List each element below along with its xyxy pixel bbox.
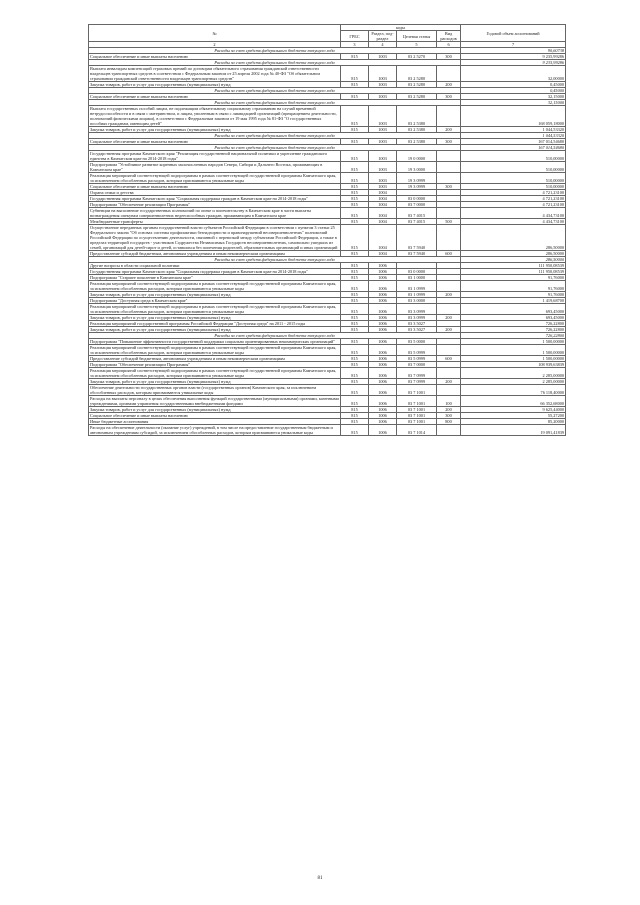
row-razdel: 1006 (369, 304, 397, 315)
row-sum: 510,00000 (461, 162, 566, 173)
row-vr (437, 151, 461, 162)
row-razdel: 1006 (369, 263, 397, 269)
row-name: Социальное обеспечение и иные выплаты населению (89, 139, 341, 145)
row-grbs: 815 (341, 106, 369, 127)
row-sum: 1 044,53320 (461, 127, 566, 133)
row-razdel: 1003 (369, 94, 397, 100)
row-cs: 19 3 0999 (397, 173, 437, 184)
row-name: Реализация мероприятий соответствующей подпрограммы в рамках соответствующей государственной программы Камчатского края, за исключением обособленных расходов, которым присваиваются уникальные коды (89, 304, 341, 315)
row-sum: 0,45000 (461, 82, 566, 88)
row-cs: 03 0 0000 (397, 269, 437, 275)
row-sum: 726,22800 (461, 327, 566, 333)
row-cs: 03 3 0999 (397, 315, 437, 321)
row-grbs: 815 (341, 339, 369, 345)
row-razdel: 1006 (369, 413, 397, 419)
row-vr: 200 (437, 82, 461, 88)
row-vr: 300 (437, 94, 461, 100)
row-grbs: 815 (341, 184, 369, 190)
row-grbs: 815 (341, 275, 369, 281)
row-grbs: 815 (341, 54, 369, 60)
table-row (89, 151, 566, 162)
row-grbs: 815 (341, 202, 369, 208)
table-row (89, 396, 566, 407)
row-sum: 19 091,41839 (461, 425, 566, 436)
note-sum: 286,50000 (461, 257, 566, 263)
row-sum: 55,27200 (461, 413, 566, 419)
table-row (89, 425, 566, 436)
row-cs: 19 3 0000 (397, 162, 437, 173)
row-razdel: 1006 (369, 419, 397, 425)
row-razdel: 1004 (369, 208, 397, 219)
row-razdel: 1004 (369, 202, 397, 208)
row-sum: 66 352,68000 (461, 396, 566, 407)
row-grbs: 815 (341, 345, 369, 356)
header-vr: Вид расходов (437, 31, 461, 42)
row-name: Государственная программа Камчатского края "Социальная поддержка граждан в Камчатском крае на 2014-2018 годы" (89, 269, 341, 275)
note-text: Расходы за счет средств федерального бюджета текущего года (89, 257, 461, 263)
row-vr (437, 385, 461, 396)
row-vr: 600 (437, 356, 461, 362)
row-grbs: 815 (341, 413, 369, 419)
row-cs: 03 7 5940 (397, 251, 437, 257)
row-razdel: 1004 (369, 190, 397, 196)
row-sum: 167 014,54680 (461, 139, 566, 145)
row-razdel: 1006 (369, 339, 397, 345)
row-name: Охрана семьи и детства (89, 190, 341, 196)
header-cs: Целевая статья (397, 31, 437, 42)
note-sum: 726,22800 (461, 333, 566, 339)
row-vr (437, 66, 461, 82)
row-grbs: 815 (341, 127, 369, 133)
header-codes: коды (341, 25, 461, 31)
row-sum: 9 625,44000 (461, 407, 566, 413)
row-vr: 200 (437, 292, 461, 298)
row-grbs: 815 (341, 269, 369, 275)
row-vr: 200 (437, 407, 461, 413)
row-cs: 03 2 5380 (397, 127, 437, 133)
row-sum: 9 235,99286 (461, 54, 566, 60)
row-sum: 168 059,18000 (461, 106, 566, 127)
row-razdel: 1003 (369, 173, 397, 184)
row-sum: 1 500,00000 (461, 356, 566, 362)
row-name: Закупка товаров, работ и услуг для государственных (муниципальных) нужд (89, 82, 341, 88)
row-name: Предоставление субсидий бюджетным, автономным учреждениям и иным некоммерческим организациям (89, 356, 341, 362)
row-razdel: 1006 (369, 269, 397, 275)
row-name: Обеспечение деятельности государственных органов власти (государственных органов) Камчатского края, за исключением обособленных расходов, которым присваиваются уникальные коды (89, 385, 341, 396)
row-vr: 300 (437, 184, 461, 190)
row-sum: 2 285,00000 (461, 368, 566, 379)
row-name: Реализация мероприятий соответствующей подпрограммы в рамках соответствующей государственной программы Камчатского края, за исключением обособленных расходов, которым присваиваются уникальные коды (89, 173, 341, 184)
row-sum: 510,00000 (461, 151, 566, 162)
row-name: Подпрограмма "Старшее поколение в Камчатском крае" (89, 275, 341, 281)
row-razdel: 1006 (369, 356, 397, 362)
row-vr (437, 304, 461, 315)
table-row (89, 281, 566, 292)
table-body (89, 42, 566, 436)
row-name: Социальное обеспечение и иные выплаты населению (89, 94, 341, 100)
row-vr (437, 208, 461, 219)
row-grbs: 815 (341, 190, 369, 196)
row-cs: 19 0 0000 (397, 151, 437, 162)
note-sum: 9 235,99286 (461, 60, 566, 66)
row-vr: 200 (437, 315, 461, 321)
note-text: Расходы за счет средств федерального бюджета текущего года (89, 133, 461, 139)
row-cs: 03 7 4015 (397, 208, 437, 219)
row-vr: 200 (437, 327, 461, 333)
row-grbs: 815 (341, 151, 369, 162)
row-cs: 03 2 5380 (397, 139, 437, 145)
row-name: Предоставление субсидий бюджетным, автономным учреждениям и иным некоммерческим организациям (89, 251, 341, 257)
row-grbs: 815 (341, 173, 369, 184)
row-name: Межбюджетные трансферты (89, 219, 341, 225)
row-sum: 85,20000 (461, 419, 566, 425)
row-cs: 03 7 1001 (397, 413, 437, 419)
row-vr (437, 173, 461, 184)
note-sum: 32,15000 (461, 100, 566, 106)
row-razdel: 1004 (369, 219, 397, 225)
row-grbs: 815 (341, 298, 369, 304)
row-sum: 4 721,23100 (461, 196, 566, 202)
row-sum: 76 118,40000 (461, 385, 566, 396)
row-name: Расходы на выплаты персоналу в целях обеспечения выполнения функций государственными (муниципальными) органами, казенными учреждениями, органами управления государственными внебюджетными фондами (90, 396, 339, 406)
row-razdel: 1004 (369, 225, 397, 251)
row-cs: 03 7 0000 (397, 362, 437, 368)
row-vr (437, 345, 461, 356)
colnum: 6 (437, 42, 461, 48)
row-name: Закупка товаров, работ и услуг для государственных (муниципальных) нужд (89, 327, 341, 333)
row-sum: 111 950,08539 (461, 263, 566, 269)
row-razdel: 1004 (369, 196, 397, 202)
row-sum: 91,76000 (461, 275, 566, 281)
table-row (89, 173, 566, 184)
row-cs: 03 3 5027 (397, 321, 437, 327)
row-sum: 510,00000 (461, 173, 566, 184)
budget-table (88, 24, 566, 436)
row-cs: 03 2 5380 (397, 106, 437, 127)
row-razdel: 1004 (369, 251, 397, 257)
note-text: Расходы за счет средств федерального бюджета текущего года (89, 88, 461, 94)
row-sum: 4 434,73100 (461, 208, 566, 219)
row-sum: 111 950,08539 (461, 269, 566, 275)
row-razdel: 1003 (369, 54, 397, 60)
row-grbs: 815 (341, 139, 369, 145)
row-cs: 19 3 0999 (397, 184, 437, 190)
row-name: Закупка товаров, работ и услуг для государственных (муниципальных) нужд (89, 127, 341, 133)
note-text: Расходы за счет средств федерального бюджета текущего года (89, 100, 461, 106)
row-name: Государственная программа Камчатского края "Реализация государственной национальной политики и укрепление гражданского единства в Камчатском крае на 2014-2018 годы" (89, 151, 341, 162)
row-razdel: 1006 (369, 362, 397, 368)
row-sum: 4 721,23100 (461, 190, 566, 196)
note-text: Расходы за счет средств федерального бюджета текущего года (89, 60, 461, 66)
row-cs: 03 3 0999 (397, 304, 437, 315)
row-name: Расходы на обеспечение деятельности (оказание услуг) учреждений, в том числе на предоставление государственным бюджетным и автономным учреждениям субсидий, за исключением обособленных расходов, которым присваиваются уникальные коды (89, 425, 341, 436)
row-razdel: 1006 (369, 379, 397, 385)
row-cs: 03 5 0999 (397, 356, 437, 362)
row-sum: 91,76000 (461, 292, 566, 298)
row-name: Выплата инвалидам компенсаций страховых премий по договорам обязательного страхования гражданской ответственности владельцев транспортных средств в соответствии с Федеральным законом от 25 апреля 2002 года № 40-ФЗ "Об обязательном страховании гражданской ответственности владельцев транспортных средств" (89, 66, 341, 82)
row-name: Подпрограмма "Обеспечение реализации Программы" (89, 362, 341, 368)
note-text: Расходы за счет средств федерального бюджета текущего года (89, 145, 461, 151)
row-grbs: 815 (341, 385, 369, 396)
row-name: Подпрограмма "Повышение эффективности государственной поддержки социально ориентированных некоммерческих организаций" (89, 339, 341, 345)
row-razdel: 1006 (369, 315, 397, 321)
row-razdel: 1006 (369, 321, 397, 327)
colnum: 2 (89, 42, 341, 48)
note-sum: 1 044,53320 (461, 133, 566, 139)
row-grbs: 815 (341, 327, 369, 333)
row-vr: 200 (437, 379, 461, 385)
row-name: Социальное обеспечение и иные выплаты населению (89, 184, 341, 190)
row-grbs: 815 (341, 315, 369, 321)
colnum: 7 (461, 42, 566, 48)
row-name: Субвенции на выполнение государственных полномочий по опеке и попечительству в Камчатском крае в части выплаты вознаграждения опекунам совершеннолетних недееспособных граждан, проживающим в Камчатском крае (89, 208, 341, 219)
row-grbs: 815 (341, 407, 369, 413)
row-grbs: 815 (341, 251, 369, 257)
row-sum: 91,76000 (461, 281, 566, 292)
row-cs: 03 1 0000 (397, 275, 437, 281)
row-vr (437, 225, 461, 251)
row-grbs: 815 (341, 292, 369, 298)
table-header (89, 25, 566, 42)
row-sum: 4 434,73100 (461, 219, 566, 225)
row-vr: 300 (437, 413, 461, 419)
row-razdel: 1006 (369, 368, 397, 379)
row-grbs: 815 (341, 208, 369, 219)
table-row (89, 208, 566, 219)
row-grbs: 815 (341, 419, 369, 425)
header-razdel: Раздел, под-раздел (369, 31, 397, 42)
row-name: Реализация мероприятий соответствующей подпрограммы в рамках соответствующей государственной программы Камчатского края, за исключением обособленных расходов, которым присваиваются уникальные коды (89, 345, 341, 356)
row-cs: 03 3 0000 (397, 298, 437, 304)
row-razdel: 1003 (369, 151, 397, 162)
table-row (89, 345, 566, 356)
row-razdel: 1006 (369, 385, 397, 396)
row-sum: 1 419,68700 (461, 298, 566, 304)
row-cs: 03 7 4015 (397, 219, 437, 225)
row-vr: 500 (437, 219, 461, 225)
page-number: 81 (317, 876, 323, 881)
row-name: Социальное обеспечение и иные выплаты населению (89, 413, 341, 419)
table-row (89, 304, 566, 315)
table-row (89, 162, 566, 173)
row-grbs: 815 (341, 196, 369, 202)
header-grbs: ГРБС (341, 31, 369, 42)
colnum: 5 (397, 42, 437, 48)
row-grbs: 815 (341, 66, 369, 82)
row-sum: 1 500,00000 (461, 345, 566, 356)
row-cs: 03 2 5280 (397, 82, 437, 88)
row-sum: 108 939,63839 (461, 362, 566, 368)
row-name: Иные бюджетные ассигнования (89, 419, 341, 425)
note-sum: 0,45000 (461, 88, 566, 94)
row-razdel: 1003 (369, 162, 397, 173)
row-vr: 300 (437, 139, 461, 145)
row-cs: 03 1 0999 (397, 292, 437, 298)
row-cs: 03 1 0999 (397, 281, 437, 292)
row-cs: 03 2 5270 (397, 54, 437, 60)
row-cs: 03 7 1001 (397, 396, 437, 407)
row-grbs: 815 (341, 321, 369, 327)
note-sum: 90,60738 (461, 48, 566, 54)
row-name: Закупка товаров, работ и услуг для государственных (муниципальных) нужд (89, 379, 341, 385)
note-text: Расходы за счет средств федерального бюджета текущего года (89, 333, 461, 339)
row-grbs: 815 (341, 281, 369, 292)
colnum: 3 (341, 42, 369, 48)
row-vr (437, 162, 461, 173)
row-sum: 693,45000 (461, 315, 566, 321)
row-sum: 693,45000 (461, 304, 566, 315)
row-cs: 03 2 5280 (397, 94, 437, 100)
row-grbs: 815 (341, 263, 369, 269)
row-cs: 03 7 0999 (397, 379, 437, 385)
row-vr (437, 425, 461, 436)
row-sum: 726,22800 (461, 321, 566, 327)
row-razdel: 1006 (369, 407, 397, 413)
table-row (89, 66, 566, 82)
row-name: Закупка товаров, работ и услуг для государственных (муниципальных) нужд (89, 292, 341, 298)
row-razdel: 1006 (369, 396, 397, 407)
row-grbs: 815 (341, 225, 369, 251)
row-name: Осуществление переданных органам государственной власти субъектов Российской Федерации в соответствии с пунктом 3 статьи 25 Федерального закона "Об основах системы профилактики безнадзорности и правонарушений несовершеннолетних" полномочий Российской Федерации по осуществлению деятельности, связанной с перевозкой между субъектами Российской Федерации, а также в пределах территорий государств - участников Содружества Независимых Государств несовершеннолетних, самовольно ушедших из семей, организаций для детей-сирот и детей, оставшихся без попечения родителей, образовательных организаций и иных организаций (89, 225, 341, 251)
row-name: Реализация мероприятий государственной программы Российской Федерации "Доступная среда" на 2011 - 2015 годы (89, 321, 341, 327)
row-cs: 03 3 5027 (397, 327, 437, 333)
note-text: Расходы за счет средств федерального бюджета текущего года (89, 48, 461, 54)
row-razdel: 1003 (369, 127, 397, 133)
row-vr: 200 (437, 127, 461, 133)
row-grbs: 815 (341, 304, 369, 315)
row-name: Социальное обеспечение и иные выплаты населению (89, 54, 341, 60)
header-sum: Годовой объем ассигнований (461, 25, 566, 42)
row-name: Закупка товаров, работ и услуг для государственных (муниципальных) нужд (89, 407, 341, 413)
row-grbs: 815 (341, 219, 369, 225)
row-grbs: 815 (341, 396, 369, 407)
table-row (89, 106, 566, 127)
row-razdel: 1006 (369, 275, 397, 281)
row-sum: 32,15000 (461, 94, 566, 100)
row-razdel: 1006 (369, 345, 397, 356)
row-cs: 03 7 0000 (397, 202, 437, 208)
row-grbs: 815 (341, 94, 369, 100)
row-grbs: 815 (341, 368, 369, 379)
row-cs: 03 5 0999 (397, 345, 437, 356)
row-cs: 03 2 5280 (397, 66, 437, 82)
note-sum: 167 014,54680 (461, 145, 566, 151)
row-grbs: 815 (341, 362, 369, 368)
row-cs: 03 5 0000 (397, 339, 437, 345)
row-grbs: 815 (341, 425, 369, 436)
row-sum: 286,50000 (461, 251, 566, 257)
row-grbs: 815 (341, 162, 369, 173)
row-vr: 100 (437, 396, 461, 407)
row-name: Подпрограмма "Обеспечение реализации Программы" (89, 202, 341, 208)
row-name: Подпрограмма "Доступная среда в Камчатском крае" (89, 298, 341, 304)
row-name: Реализация мероприятий соответствующей подпрограммы в рамках соответствующей государственной программы Камчатского края, за исключением обособленных расходов, которым присваиваются уникальные коды (89, 368, 341, 379)
colnum: 4 (369, 42, 397, 48)
row-razdel: 1006 (369, 298, 397, 304)
row-razdel: 1003 (369, 82, 397, 88)
row-razdel: 1006 (369, 292, 397, 298)
row-name: Закупка товаров, работ и услуг для государственных (муниципальных) нужд (89, 315, 341, 321)
row-cs: 03 7 5940 (397, 225, 437, 251)
table-row (89, 225, 566, 251)
row-cs: 03 7 1001 (397, 385, 437, 396)
row-vr: 600 (437, 251, 461, 257)
row-razdel: 1003 (369, 184, 397, 190)
row-cs: 03 7 1014 (397, 425, 437, 436)
row-name: Выплата государственных пособий лицам, не подлежащим обязательному социальному страхованию на случай временной нетрудоспособности и в связи с материнством, и лицам, уволенным в связи с ликвидацией организаций (прекращением деятельности, полномочий физическими лицами), в соответствии с Федеральным законом от 19 мая 1995 года № 81-ФЗ "О государственных пособиях гражданам, имеющим детей" (89, 106, 341, 127)
table-row (89, 385, 566, 396)
row-name: Реализация мероприятий соответствующей подпрограммы в рамках соответствующей государственной программы Камчатского края, за исключением обособленных расходов, которым присваиваются уникальные коды (89, 281, 341, 292)
row-razdel: 1006 (369, 327, 397, 333)
row-sum: 1 500,00000 (461, 339, 566, 345)
row-sum: 32,00000 (461, 66, 566, 82)
row-sum: 286,50000 (461, 225, 566, 251)
row-vr (437, 368, 461, 379)
row-grbs: 815 (341, 379, 369, 385)
row-name: Подпрограмма "Устойчивое развитие коренных малочисленных народов Севера, Сибири и Дальнего Востока, проживающих в Камчатском крае" (89, 162, 341, 173)
row-sum: 510,00000 (461, 184, 566, 190)
row-name: Другие вопросы в области социальной политики (89, 263, 341, 269)
row-sum: 2 285,00000 (461, 379, 566, 385)
row-cs: 03 7 1001 (397, 419, 437, 425)
row-cs: 03 0 0000 (397, 196, 437, 202)
row-razdel: 1003 (369, 66, 397, 82)
row-vr: 800 (437, 419, 461, 425)
row-sum: 4 721,23100 (461, 202, 566, 208)
row-razdel: 1003 (369, 139, 397, 145)
row-razdel: 1003 (369, 106, 397, 127)
row-vr (437, 281, 461, 292)
table-row (89, 368, 566, 379)
row-cs: 03 7 1001 (397, 407, 437, 413)
row-razdel: 1006 (369, 281, 397, 292)
row-name: Государственная программа Камчатского края "Социальная поддержка граждан в Камчатском крае на 2014-2018 годы" (89, 196, 341, 202)
row-razdel: 1006 (369, 425, 397, 436)
row-cs: 03 7 0999 (397, 368, 437, 379)
row-grbs: 815 (341, 82, 369, 88)
row-vr: 300 (437, 54, 461, 60)
row-grbs: 815 (341, 356, 369, 362)
row-vr (437, 106, 461, 127)
header-num: № (89, 25, 341, 42)
